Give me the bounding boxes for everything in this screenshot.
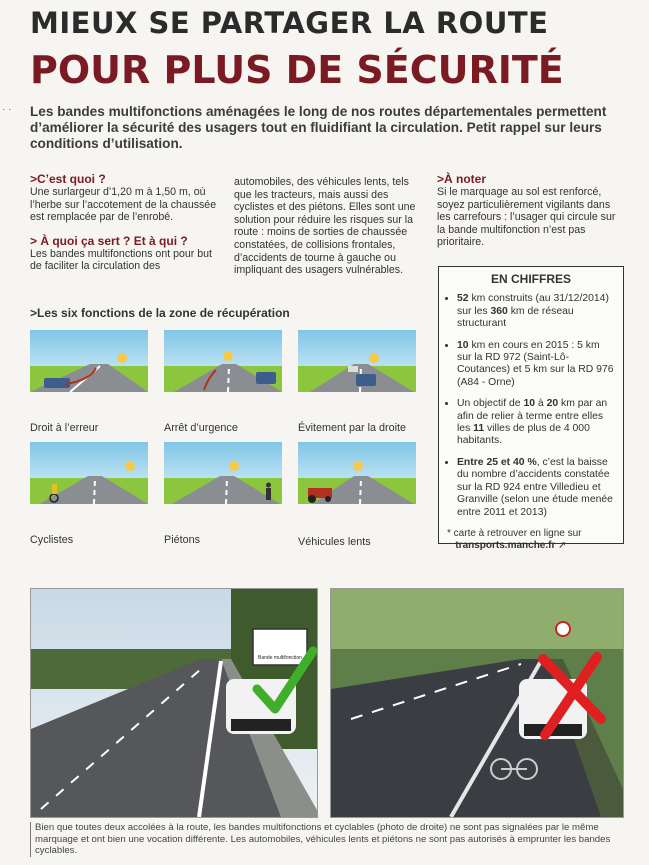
- tile-caption-2: Arrêt d’urgence: [164, 422, 238, 434]
- photo-bande-cyclable: [330, 588, 624, 818]
- chiffres-item-1: • 52 km construits (au 31/12/2014) sur les 360 km de réseau structurant: [457, 293, 615, 330]
- chiffres-note: * carte à retrouver en ligne sur transports.manche.fr ➚: [447, 527, 582, 552]
- photo-caption: Bien que toutes deux accolées à la route, les bandes multifonctions et cyclables (photo de droite) ne sont pas signalées par le même marquage et ont bien une vocation différente. Les automobiles, véhicules lents et piétons ne sont pas autorisés à emprunter les bandes cyclables.: [30, 822, 631, 857]
- tile-caption-3: Évitement par la droite: [298, 422, 407, 434]
- six-functions-title: >Les six fonctions de la zone de récupération: [30, 306, 290, 320]
- en-chiffres-box: [438, 266, 624, 552]
- cursor-icon: ➚: [558, 540, 567, 552]
- column-1: [30, 172, 218, 283]
- tile-caption-1: Droit à l’erreur: [30, 422, 99, 434]
- title-line-2: POUR PLUS DE SÉCURITÉ: [30, 48, 564, 92]
- tile-arret-urgence: [164, 330, 282, 392]
- tile-evitement: [298, 330, 416, 392]
- column-2-text: automobiles, des véhicules lents, tels que les tracteurs, mais aussi des cyclistes et des piétons. Elles sont une solution pour réduire les risques sur la route : moins de sorties de chaussée constatées, de collisions frontales, d’accidents de tourne à gauche ou impliquant des usagers vulnérables.: [234, 176, 416, 277]
- chiffres-item-3: • Un objectif de 10 à 20 km par an afin de relier à terme entre elles les 11 villes de plus de 4 000 habitants.: [457, 398, 615, 448]
- tile-caption-6: Véhicules lents: [298, 536, 371, 548]
- sign-label: Bande multifonction: [258, 655, 302, 661]
- tile-droit-erreur: [30, 330, 148, 392]
- tile-vehicules-lents: [298, 442, 416, 504]
- column-2: [234, 176, 420, 287]
- chiffres-item-2: • 10 km en cours en 2015 : 5 km sur la RD 972 (Saint-Lô-Coutances) et 5 km sur la RD 976 (A84 - Orne): [457, 340, 615, 390]
- margin-dots: · ·: [2, 104, 12, 115]
- cest-quoi-text: Une surlargeur d’1,20 m à 1,50 m, où l’herbe sur l’accotement de la chaussée est remplacée par de l’enrobé.: [30, 186, 217, 224]
- a-noter-text: Si le marquage au sol est renforcé, soyez particulièrement vigilants dans les carrefours : l’usager qui circule sur la bande multifonction n’est pas prioritaire.: [437, 186, 616, 249]
- photo-bande-multifonction: [30, 588, 318, 818]
- cest-quoi-heading: >C’est quoi ?: [30, 172, 106, 186]
- tile-caption-5: Piétons: [164, 534, 201, 546]
- tile-caption-4: Cyclistes: [30, 534, 74, 546]
- tile-cyclistes: [30, 442, 148, 504]
- en-chiffres-title: EN CHIFFRES: [490, 272, 571, 286]
- chiffres-item-4: • Entre 25 et 40 %, c’est la baisse du nombre d’accidents constatée sur la RD 924 entre Villedieu et Granville (selon une étude menée entre 2011 et 2013): [457, 457, 615, 519]
- column-3: [437, 172, 625, 259]
- a-noter-heading: >À noter: [437, 172, 487, 186]
- transports-link[interactable]: transports.manche.fr: [455, 540, 556, 552]
- intro-paragraph: Les bandes multifonctions aménagées le long de nos routes départementales permettent d’améliorer la sécurité des usagers tout en fluidifiant la circulation. Petit rappel sur leurs conditions d’utilisation.: [30, 104, 607, 151]
- tile-pietons: [164, 442, 282, 504]
- title-line-1: MIEUX SE PARTAGER LA ROUTE: [30, 6, 549, 40]
- a-quoi-text: Les bandes multifonctions ont pour but de faciliter la circulation des: [30, 247, 212, 273]
- a-quoi-heading: > À quoi ça sert ? Et à qui ?: [30, 233, 188, 248]
